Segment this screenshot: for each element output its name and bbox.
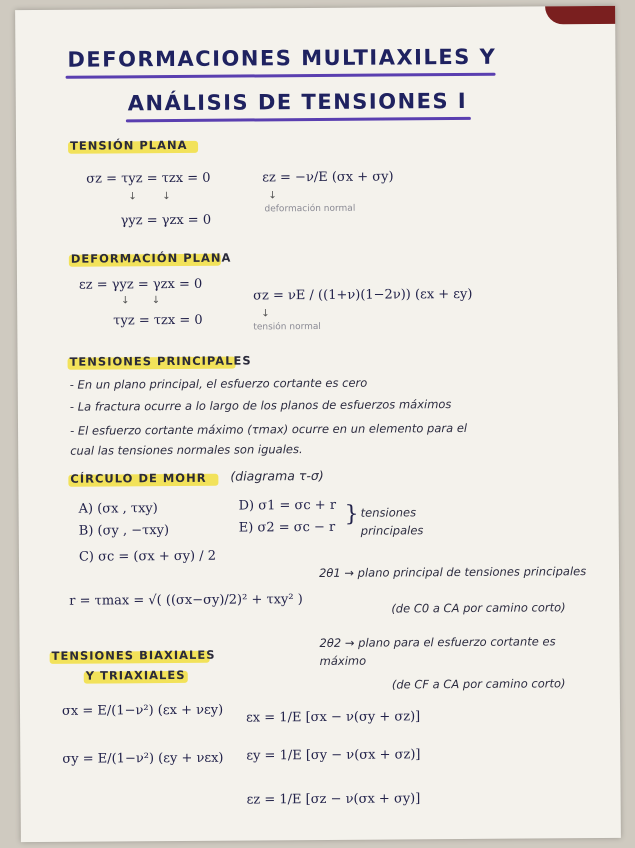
mohr-d: D) σ1 = σc + r <box>238 497 337 514</box>
note-deformacion: deformación normal <box>264 203 356 215</box>
eq-sigma-y: σy = E/(1−ν²) (εy + νεx) <box>62 750 224 767</box>
title-underline-1 <box>66 73 496 79</box>
mohr-a: A) (σx , τxy) <box>78 501 158 517</box>
principal-item-2: - La fractura ocurre a lo largo de los planos de esfuerzos máximos <box>69 397 452 414</box>
heading-biaxiales: TENSIONES BIAXIALES <box>51 647 216 663</box>
eq-tp-3: εz = −ν/E (σx + σy) <box>262 169 394 186</box>
heading-tension-plana: TENSIÓN PLANA <box>70 137 188 153</box>
eq-dp-1: εz = γyz = γzx = 0 <box>78 276 203 293</box>
theta1-note: (de C0 a CA por camino corto) <box>391 600 566 616</box>
eq-dp-2: τyz = τzx = 0 <box>113 312 203 329</box>
arrow: ↓ <box>261 308 270 320</box>
title-line-1: DEFORMACIONES MULTIAXILES Y <box>67 44 497 72</box>
eq-tp-2: γyz = γzx = 0 <box>120 212 212 229</box>
heading-mohr: CÍRCULO DE MOHR <box>70 470 207 486</box>
mohr-c: C) σc = (σx + σy) / 2 <box>78 548 217 565</box>
notebook-page <box>15 6 621 842</box>
arrow: ↓ <box>268 190 277 202</box>
eq-sigma-x: σx = E/(1−ν²) (εx + νεy) <box>61 702 224 719</box>
mohr-subheading: (diagrama τ-σ) <box>230 467 324 484</box>
theta1: 2θ1 → plano principal de tensiones principales <box>318 564 587 580</box>
eq-eps-y: εy = 1/E [σy − ν(σx + σz)] <box>246 747 421 764</box>
principal-item-4: cual las tensiones normales son iguales. <box>70 442 303 458</box>
eq-eps-z: εz = 1/E [σz − ν(σx + σy)] <box>246 791 421 808</box>
brace-label: tensiones principales <box>360 505 424 538</box>
heading-tensiones-principales: TENSIONES PRINCIPALES <box>69 353 252 369</box>
principal-item-3: - El esfuerzo cortante máximo (τmax) ocurre en un elemento para el <box>69 420 468 438</box>
brace-icon: } <box>344 501 359 527</box>
mohr-e: E) σ2 = σc − r <box>238 519 336 536</box>
heading-deformacion-plana: DEFORMACIÓN PLANA <box>70 250 232 266</box>
arrows: ↓ ↓ <box>128 191 171 203</box>
heading-triaxiales: Y TRIAXIALES <box>85 667 186 683</box>
eq-dp-3: σz = νE / ((1+ν)(1−2ν)) (εx + εy) <box>253 286 473 304</box>
principal-item-1: - En un plano principal, el esfuerzo cortante es cero <box>69 375 368 392</box>
mohr-r: r = τmax = √( ((σx−σy)/2)² + τxy² ) <box>69 592 303 609</box>
note-tension: tensión normal <box>253 321 321 333</box>
title-line-2: ANÁLISIS DE TENSIONES I <box>127 88 468 116</box>
theta2: 2θ2 → plano para el esfuerzo cortante es máximo <box>319 634 556 668</box>
mohr-b: B) (σy , −τxy) <box>78 523 170 539</box>
title-underline-2 <box>126 117 471 122</box>
page-corner <box>545 6 615 24</box>
eq-eps-x: εx = 1/E [σx − ν(σy + σz)] <box>245 709 421 726</box>
theta2-note: (de CF a CA por camino corto) <box>391 676 566 692</box>
arrows: ↓ ↓ <box>121 295 161 307</box>
eq-tp-1: σz = τyz = τzx = 0 <box>86 170 211 187</box>
